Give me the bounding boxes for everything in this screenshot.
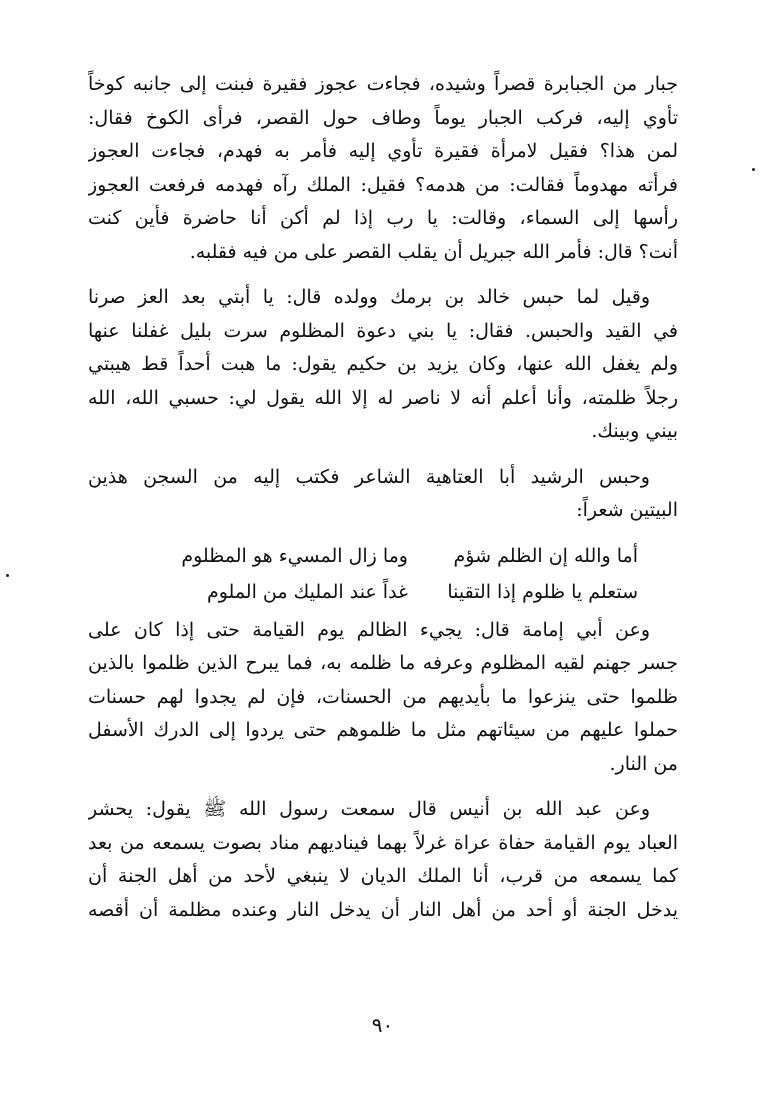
text-line: وعن عبد الله بن أنيس قال سمعت رسول الله ﷺ يقول: يحشر	[88, 798, 650, 820]
text-line: وحبس الرشيد أبا العتاهية الشاعر فكتب إليه من السجن هذين	[88, 465, 650, 488]
text-line: العباد يوم القيامة حفاة عراة غرلاً بهما فيناديهم مناد بصوت يسمعه من بعد	[88, 831, 678, 854]
poem-hemistich-first: أما والله إن الظلم شؤم	[453, 544, 638, 567]
margin-mark	[752, 168, 755, 171]
paragraph-4	[88, 614, 678, 782]
poem	[88, 538, 678, 610]
text-line: جبار من الجبابرة قصراً وشيده، فجاءت عجوز فقيرة فبنت إلى جانبه كوخاً	[88, 73, 678, 95]
text-line: حملوا عليهم من سيئاتهم مثل ما ظلموهم حتى يردوا إلى الدرك الأسفل	[88, 719, 678, 741]
text-line: لمن هذا؟ فقيل لامرأة فقيرة تأوي إليه فأمر به فهدم، فجاءت العجوز	[88, 140, 678, 162]
text-line: رجلاً ظلمته، وأنا أعلم أنه لا ناصر له إلا الله يقول لي: حسبي الله، الله	[88, 386, 678, 409]
text-line: وقيل لما حبس خالد بن برمك وولده قال: يا أبتي بعد العز صرنا	[88, 286, 650, 308]
poem-hemistich-second: وما زال المسيء هو المظلوم	[181, 544, 408, 567]
text-line: يدخل الجنة أو أحد من أهل النار أن يدخل النار وعنده مظلمة أن أقصه	[88, 898, 678, 921]
text-line: البيتين شعراً:	[576, 499, 678, 521]
text-line: تأوي إليه، فركب الجبار يوماً وطاف حول القصر، فرأى الكوخ فقال:	[88, 106, 678, 129]
paragraph-1	[88, 68, 678, 269]
paragraph-2	[88, 281, 678, 449]
poem-hemistich-first: ستعلم يا ظلوم إذا التقينا	[447, 580, 638, 603]
paragraph-3	[88, 461, 678, 528]
page-number: ٩٠	[371, 1013, 394, 1037]
margin-mark	[6, 574, 9, 577]
text-line: أنت؟ قال: فأمر الله جبريل أن يقلب القصر على من فيه فقلبه.	[189, 240, 678, 263]
poem-verse	[88, 538, 678, 574]
text-line: في القيد والحبس. فقال: يا بني دعوة المظلوم سرت بليل غفلنا عنها	[88, 319, 678, 342]
poem-hemistich-second: غداً عند المليك من الملوم	[206, 580, 408, 603]
text-line: رأسها إلى السماء، وقالت: يا رب إذا لم أكن أنا حاضرة فأين كنت	[88, 207, 678, 229]
text-line: فرأته مهدوماً فقالت: من هدمه؟ فقيل: الملك رآه فهدمه فرفعت العجوز	[88, 173, 678, 196]
text-line: بيني وبينك.	[591, 420, 678, 442]
page-body	[88, 68, 678, 927]
text-line: من النار.	[609, 752, 678, 775]
text-line: ولم يغفل الله عنها، وكان يزيد بن حكيم يقول: ما هبت أحداً قط هيبتي	[88, 353, 678, 375]
text-line: وعن أبي إمامة قال: يجيء الظالم يوم القيامة حتى إذا كان على	[88, 618, 650, 641]
text-line: كما يسمعه من قرب، أنا الملك الديان لا ينبغي لأحد من أهل الجنة أن	[88, 865, 678, 887]
text-line: ظلموا حتى ينزعوا ما بأيديهم من الحسنات، فإن لم يجدوا لهم حسنات	[88, 685, 678, 708]
text-line: جسر جهنم لقيه المظلوم وعرفه ما ظلمه به، فما يبرح الذين ظلموا بالذين	[88, 652, 678, 674]
poem-verse	[88, 574, 678, 610]
paragraph-5	[88, 793, 678, 927]
